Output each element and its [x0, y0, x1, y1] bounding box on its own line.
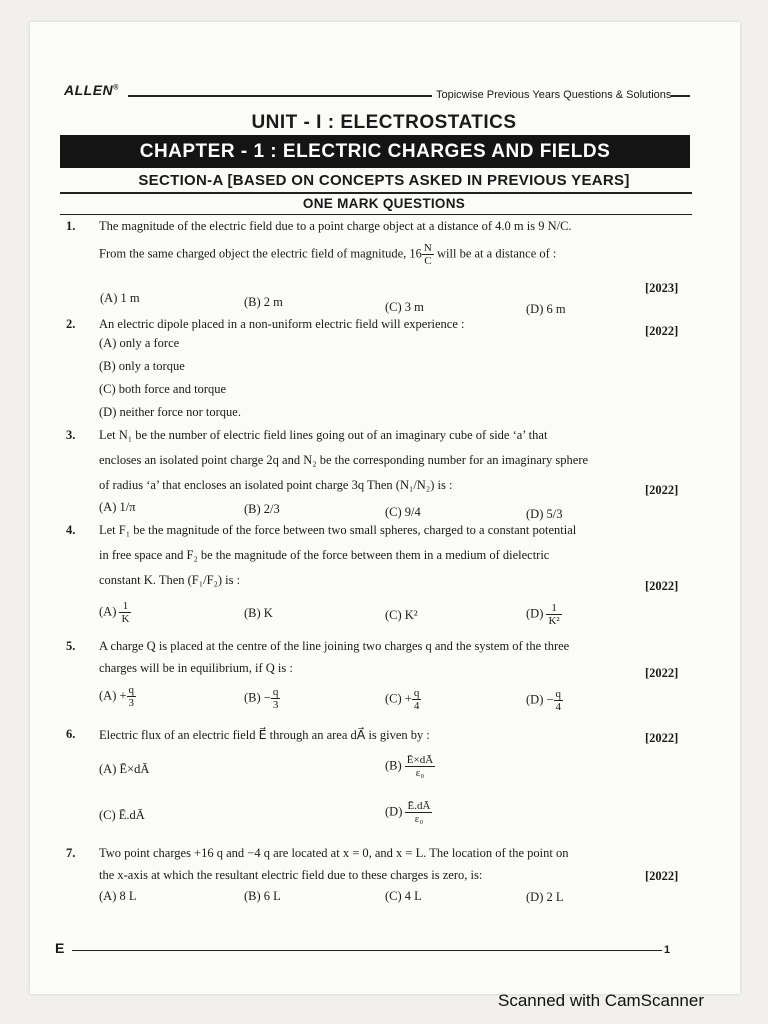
option-d: (D) $\frac{1}{\text{K²}}$	[526, 602, 560, 627]
option-a: (A) only a force	[99, 336, 180, 350]
question-text-line: Electric flux of an electric field E⃗ through an area dA⃗ is given by :	[99, 728, 430, 742]
question-text-line: The magnitude of the electric field due to a point charge object at a distance of 4.0 m is 9 N/C.	[99, 219, 572, 233]
option-b: (B) 2 m	[244, 295, 283, 309]
question-text-line: A charge Q is placed at the centre of the line joining two charges q and the system of the three	[99, 639, 570, 653]
option-a: (A) + $\frac{q}{3}$	[99, 684, 135, 709]
option-d: (D) $\frac{Ē.dĀ}{\text{ε₀}}$	[385, 800, 431, 825]
question-text-line: charges will be in equilibrium, if Q is :	[99, 661, 293, 675]
fraction-n-per-c: $\frac{N}{C}$	[423, 242, 432, 267]
option-a: (A) 1/π	[99, 500, 136, 514]
question-text-line: in free space and F₂ be the magnitude of the force between them in a medium of dielectric	[99, 548, 550, 562]
question-text-line: of radius ‘a’ that encloses an isolated point charge 3q Then (N₁/N₂) is :	[99, 478, 453, 492]
option-c: (C) Ē.dĀ	[99, 808, 145, 822]
option-d: (D) 5/3	[526, 507, 563, 521]
option-a: (A) $\frac{1}{K}$	[99, 600, 130, 625]
question-number: 3.	[66, 428, 76, 442]
page-number: 1	[664, 944, 671, 956]
option-b: (B) 2/3	[244, 502, 280, 516]
year-tag: [2022]	[645, 483, 679, 497]
option-c: (C) 4 L	[385, 889, 422, 903]
year-tag: [2022]	[645, 731, 679, 745]
option-b: (B) K	[244, 606, 273, 620]
option-c: (C) 9/4	[385, 505, 421, 519]
question-number: 7.	[66, 846, 76, 860]
option-d: (D) neither force nor torque.	[99, 405, 241, 419]
option-c: (C) 3 m	[385, 300, 424, 314]
question-number: 4.	[66, 523, 76, 537]
question-text-line: the x-axis at which the resultant electric field due to these charges is zero, is:	[99, 868, 483, 882]
option-b: (B) $\frac{Ē\times dĀ}{\text{ε₀}}$	[385, 754, 434, 779]
year-tag: [2022]	[645, 869, 679, 883]
question-number: 5.	[66, 639, 76, 653]
year-tag: [2022]	[645, 579, 679, 593]
option-d: (D) 6 m	[526, 302, 566, 316]
year-tag: [2023]	[645, 281, 679, 295]
question-text-line: Two point charges +16 q and −4 q are located at x = 0, and x = L. The location of the point on	[99, 846, 569, 860]
question-number: 1.	[66, 219, 76, 233]
option-b: (B) − $\frac{q}{3}$	[244, 686, 279, 711]
option-d: (D) 2 L	[526, 890, 564, 904]
section-rule	[60, 192, 692, 194]
subsection-title: ONE MARK QUESTIONS	[302, 196, 466, 211]
question-text-line: Let F₁ be the magnitude of the force between two small spheres, charged to a constant potential	[99, 523, 577, 537]
option-c: (C) K²	[385, 608, 418, 622]
year-tag: [2022]	[645, 324, 679, 338]
header-tagline: Topicwise Previous Years Questions & Solutions	[432, 89, 671, 101]
question-text-line: encloses an isolated point charge 2q and N₂ be the corresponding number for an imaginary sphere	[99, 453, 589, 467]
option-a: (A) 8 L	[99, 889, 137, 903]
footer-mark: E	[55, 940, 65, 956]
question-text-line: Let N₁ be the number of electric field lines going out of an imaginary cube of side ‘a’ that	[99, 428, 548, 442]
option-a: (A) Ē×dĀ	[99, 762, 150, 776]
question-text-line: An electric dipole placed in a non-uniform electric field will experience :	[99, 317, 465, 331]
question-text-line: From the same charged object the electric field of magnitude, 16 $\frac{N}{C}$ will be at a distance of :	[99, 242, 557, 267]
subsection-rule	[60, 214, 692, 215]
allen-logo: ALLEN®	[64, 82, 119, 98]
option-c: (C) + $\frac{q}{4}$	[385, 687, 420, 712]
footer-rule	[72, 950, 662, 951]
option-a: (A) 1 m	[100, 291, 140, 305]
question-number: 6.	[66, 727, 76, 741]
unit-title: UNIT - I : ELECTROSTATICS	[251, 112, 517, 133]
section-title: SECTION-A [BASED ON CONCEPTS ASKED IN PREVIOUS YEARS]	[138, 172, 630, 189]
question-number: 2.	[66, 317, 76, 331]
scanner-watermark: Scanned with CamScanner	[498, 991, 705, 1010]
option-b: (B) 6 L	[244, 889, 281, 903]
chapter-title: CHAPTER - 1 : ELECTRIC CHARGES AND FIELDS	[60, 135, 690, 168]
option-b: (B) only a torque	[99, 359, 185, 373]
option-c: (C) both force and torque	[99, 382, 227, 396]
question-text-line: constant K. Then (F₁/F₂) is :	[99, 573, 241, 587]
option-d: (D) − $\frac{q}{4}$	[526, 688, 562, 713]
year-tag: [2022]	[645, 666, 679, 680]
